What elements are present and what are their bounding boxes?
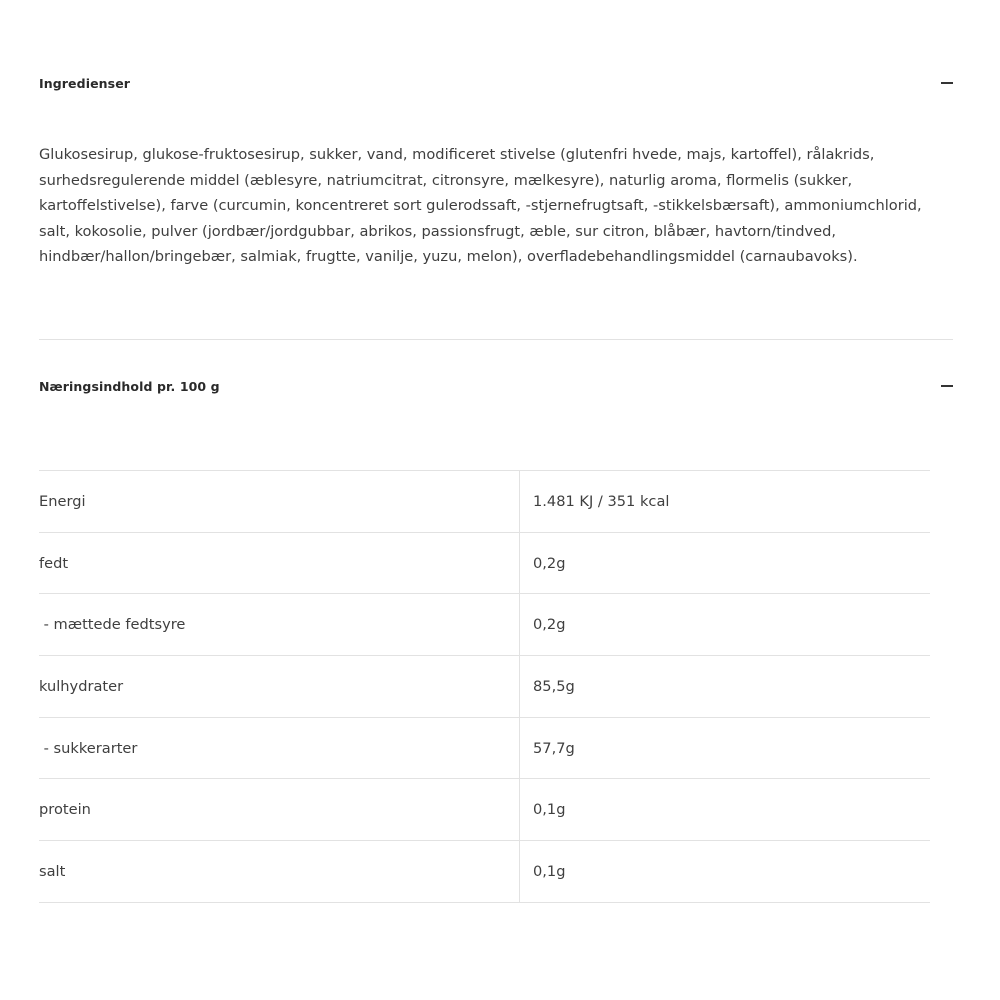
nutrition-label: salt (39, 841, 520, 903)
nutrition-accordion-header[interactable] (39, 374, 953, 398)
nutrition-value: 0,2g (520, 532, 931, 594)
nutrition-row (39, 471, 930, 533)
nutrition-table (39, 470, 930, 903)
ingredients-text: Glukosesirup, glukose-fruktosesirup, sukker, vand, modificeret stivelse (glutenfri hvede, majs, kartoffel), rålakrids, surhedsregulerende middel (æblesyre, natriumcitrat, citronsyre, mælkesyre), naturlig aroma, flormelis (sukker, kartoffelstivelse), farve (curcumin, koncentreret sort gulerodssaft, -stjernefrugtsaft, -stikkelsbærsaft), ammoniumchlorid, salt, kokosolie, pulver (jordbær/jordgubbar, abrikos, passionsfrugt, æble, sur citron, blåbær, havtorn/tindved, hindbær/hallon/bringebær, salmiak, frugtte, vanilje, yuzu, melon), overfladebehandlingsmiddel (carnaubavoks). (39, 146, 922, 266)
nutrition-label: kulhydrater (39, 656, 520, 718)
nutrition-label: protein (39, 779, 520, 841)
nutrition-label: fedt (39, 532, 520, 594)
nutrition-value: 85,5g (520, 656, 931, 718)
nutrition-value: 1.481 KJ / 351 kcal (520, 471, 931, 533)
collapse-minus-icon[interactable] (941, 77, 953, 89)
ingredients-accordion-header[interactable] (39, 71, 953, 95)
ingredients-title: Ingredienser (39, 75, 131, 91)
section-divider (39, 339, 953, 340)
nutrition-row (39, 594, 930, 656)
nutrition-row (39, 717, 930, 779)
nutrition-row (39, 532, 930, 594)
nutrition-row (39, 841, 930, 903)
nutrition-value: 0,2g (520, 594, 931, 656)
nutrition-value: 0,1g (520, 779, 931, 841)
nutrition-label: - sukkerarter (39, 717, 520, 779)
nutrition-label: Energi (39, 471, 520, 533)
nutrition-title: Næringsindhold pr. 100 g (39, 378, 220, 394)
nutrition-value: 57,7g (520, 717, 931, 779)
nutrition-label: - mættede fedtsyre (39, 594, 520, 656)
nutrition-row (39, 779, 930, 841)
nutrition-row (39, 656, 930, 718)
collapse-minus-icon[interactable] (941, 380, 953, 392)
nutrition-value: 0,1g (520, 841, 931, 903)
